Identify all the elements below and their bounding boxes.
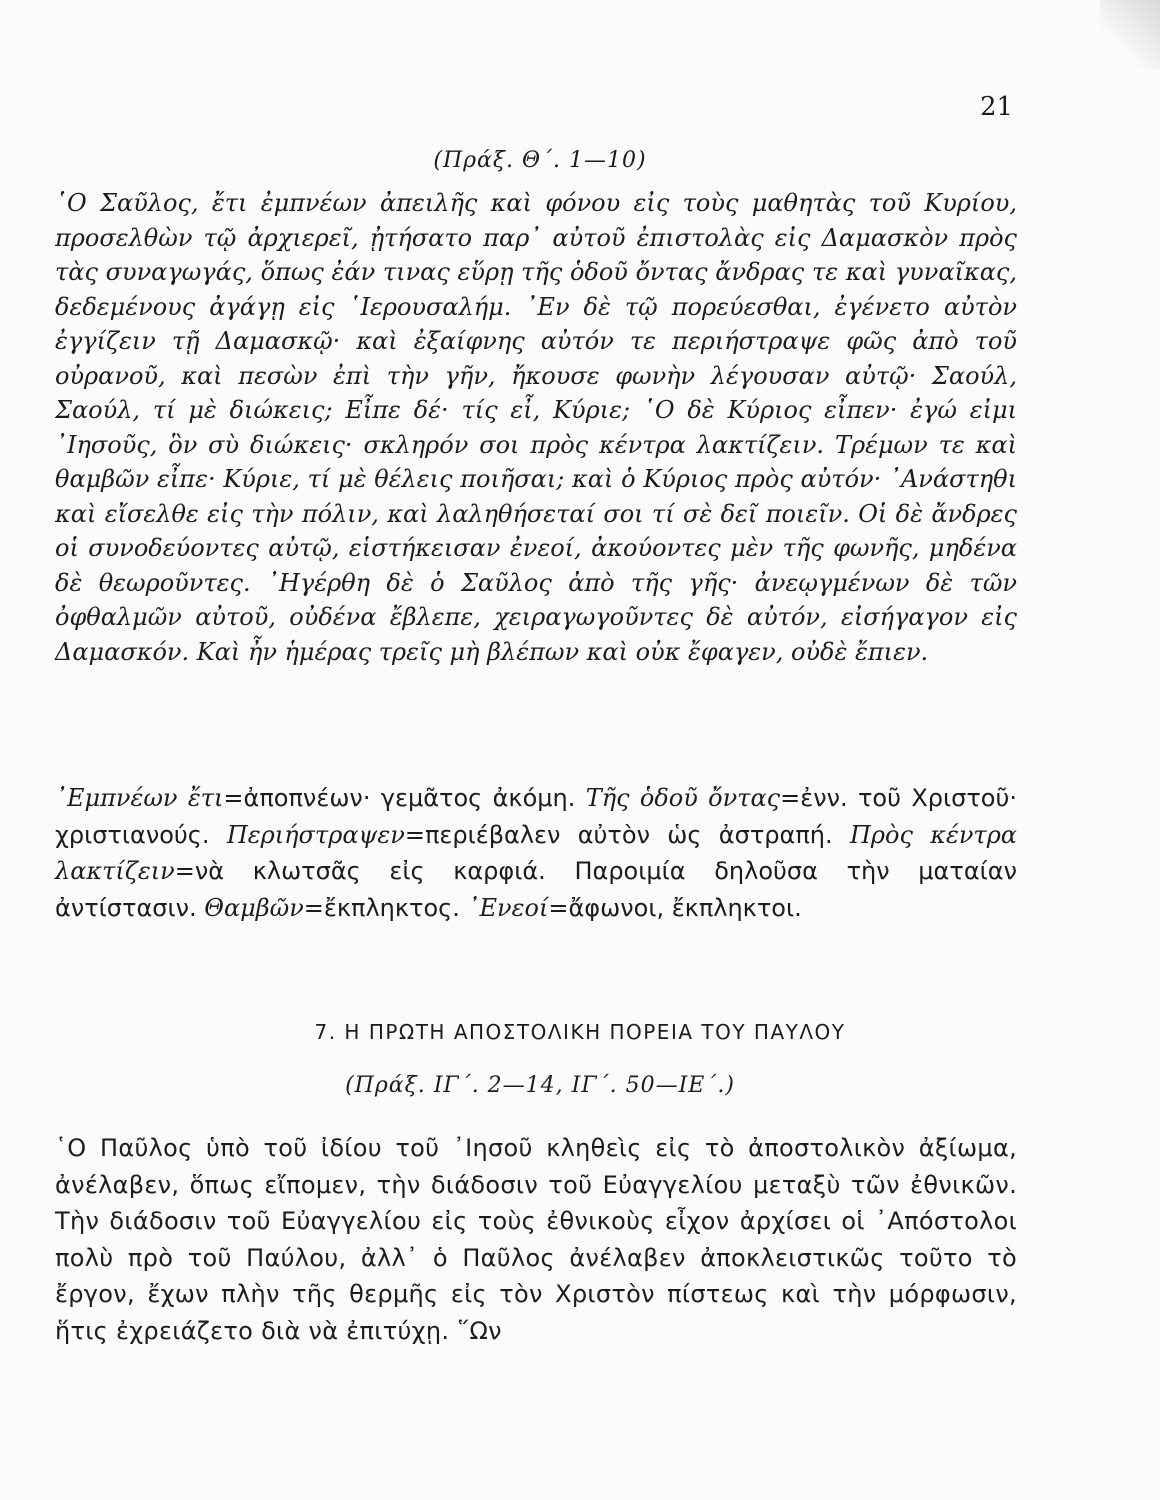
note-gloss: =ἀποπνέων· γεμᾶτος ἀκόμη. [223,784,586,812]
scripture-citation: (Πράξ. Θ΄. 1—10) [433,148,647,173]
note-gloss: =περιέβαλεν αὐτὸν ὡς ἀστραπή. [404,820,850,849]
scripture-passage: ῾Ο Σαῦλος, ἔτι ἐμπνέων ἀπειλῆς καὶ φόνου εἰς τοὺς μαθητὰς τοῦ Κυρίου, προσελθὼν τῷ ἀρχιερεῖ, ᾐτήσατο παρ᾿ αὐτοῦ ἐπιστολὰς εἰς Δαμασκὸν πρὸς τὰς συναγωγάς, ὅπως ἐάν τινας εὕρῃ τῆς ὁδοῦ ὄντας ἄνδρας τε καὶ γυναῖκας, δεδεμένους ἀγάγῃ εἰς ῾Ιερουσαλήμ. ᾿Εν δὲ τῷ πορεύεσθαι, ἐγένετο αὐτὸν ἐγγίζειν τῇ Δαμασκῷ· καὶ ἐξαίφνης αὐτόν τε περιήστραψε φῶς ἀπὸ τοῦ οὐρανοῦ, καὶ πεσὼν ἐπὶ τὴν γῆν, ἤκουσε φωνὴν λέγουσαν αὐτῷ· Σαούλ, Σαούλ, τί μὲ διώκεις; Εἶπε δέ· τίς εἶ, Κύριε; ῾Ο δὲ Κύριος εἶπεν· ἐγώ εἰμι ᾿Ιησοῦς, ὃν σὺ διώκεις· σκληρόν σοι πρὸς κέντρα λακτίζειν. Τρέμων τε καὶ θαμβῶν εἶπε· Κύριε, τί μὲ θέλεις ποιῆσαι; καὶ ὁ Κύριος πρὸς αὐτόν· ᾿Ανάστηθι καὶ εἴσελθε εἰς τὴν πόλιν, καὶ λαληθήσεταί σοι τί σὲ δεῖ ποιεῖν. Οἱ δὲ ἄνδρες οἱ συνοδεύοντες αὐτῷ, εἱστήκεισαν ἐνεοί, ἀκούοντες μὲν τῆς φωνῆς, μηδένα δὲ θεωροῦντες. ᾿Ηγέρθη δὲ ὁ Σαῦλος ἀπὸ τῆς γῆς· ἀνεῳγμένων δὲ τῶν ὀφθαλμῶν αὐτοῦ, οὐδένα ἔβλεπε, χειραγωγοῦντες δὲ αὐτόν, εἰσήγαγον εἰς Δαμασκόν. Καὶ ἦν ἡμέρας τρεῖς μὴ βλέπων καὶ οὐκ ἔφαγεν, οὐδὲ ἔπιεν. [55,189,1017,666]
section-citation: (Πράξ. ΙΓ΄. 2—14, ΙΓ΄. 50—ΙΕ΄.) [345,1073,735,1098]
page-number: 21 [980,92,1014,122]
body-paragraph: ῾Ο Παῦλος ὑπὸ τοῦ ἰδίου τοῦ ᾿Ιησοῦ κληθεὶς εἰς τὸ ἀποστολικὸν ἀξίωμα, ἀνέλαβεν, ὅπως εἴπομεν, τὴν διάδοσιν τοῦ Εὐαγγελίου μεταξὺ τῶν ἐθνικῶν. Τὴν διάδοσιν τοῦ Εὐαγγελίου εἰς τοὺς ἐθνικοὺς εἶχον ἀρχίσει οἱ ᾿Απόστολοι πολὺ πρὸ τοῦ Παύλου, ἀλλ᾿ ὁ Παῦλος ἀνέλαβεν ἀποκλειστικῶς τοῦτο τὸ ἔργον, ἔχων πλὴν τῆς θερμῆς εἰς τὸν Χριστὸν πίστεως καὶ τὴν μόρφωσιν, ἥτις ἐχρειάζετο διὰ νὰ ἐπιτύχῃ. ῞Ων [55,1134,1017,1345]
note-term: Τῆς ὁδοῦ ὄντας [585,784,781,812]
note-term: Περιήστραψεν [226,820,405,849]
note-term: ᾿Εμπνέων ἔτι [55,784,224,812]
scan-shadow [1100,0,1160,70]
note-term: ᾿Ενεοί [467,893,549,922]
note-term: Θαμβῶν [204,893,304,922]
note-gloss: =ἄφωνοι, ἔκπληκτοι. [548,893,802,922]
note-gloss: =ἐνν. τοῦ Χριστοῦ· χριστιανούς. [55,784,1017,849]
section-heading: 7. Η ΠΡΩΤΗ ΑΠΟΣΤΟΛΙΚΗ ΠΟΡΕΙΑ ΤΟΥ ΠΑΥΛΟΥ [314,1020,846,1044]
note-gloss: =ἔκπληκτος. [303,893,468,922]
glossary-notes [55,780,1017,926]
note-gloss: =νὰ κλωτσᾶς εἰς καρφιά. Παροιμία δηλοῦσα τὴν ματαίαν ἀντίστασιν. [55,857,1017,922]
note-term: Πρὸς κέντρα λακτίζειν [55,820,1018,885]
